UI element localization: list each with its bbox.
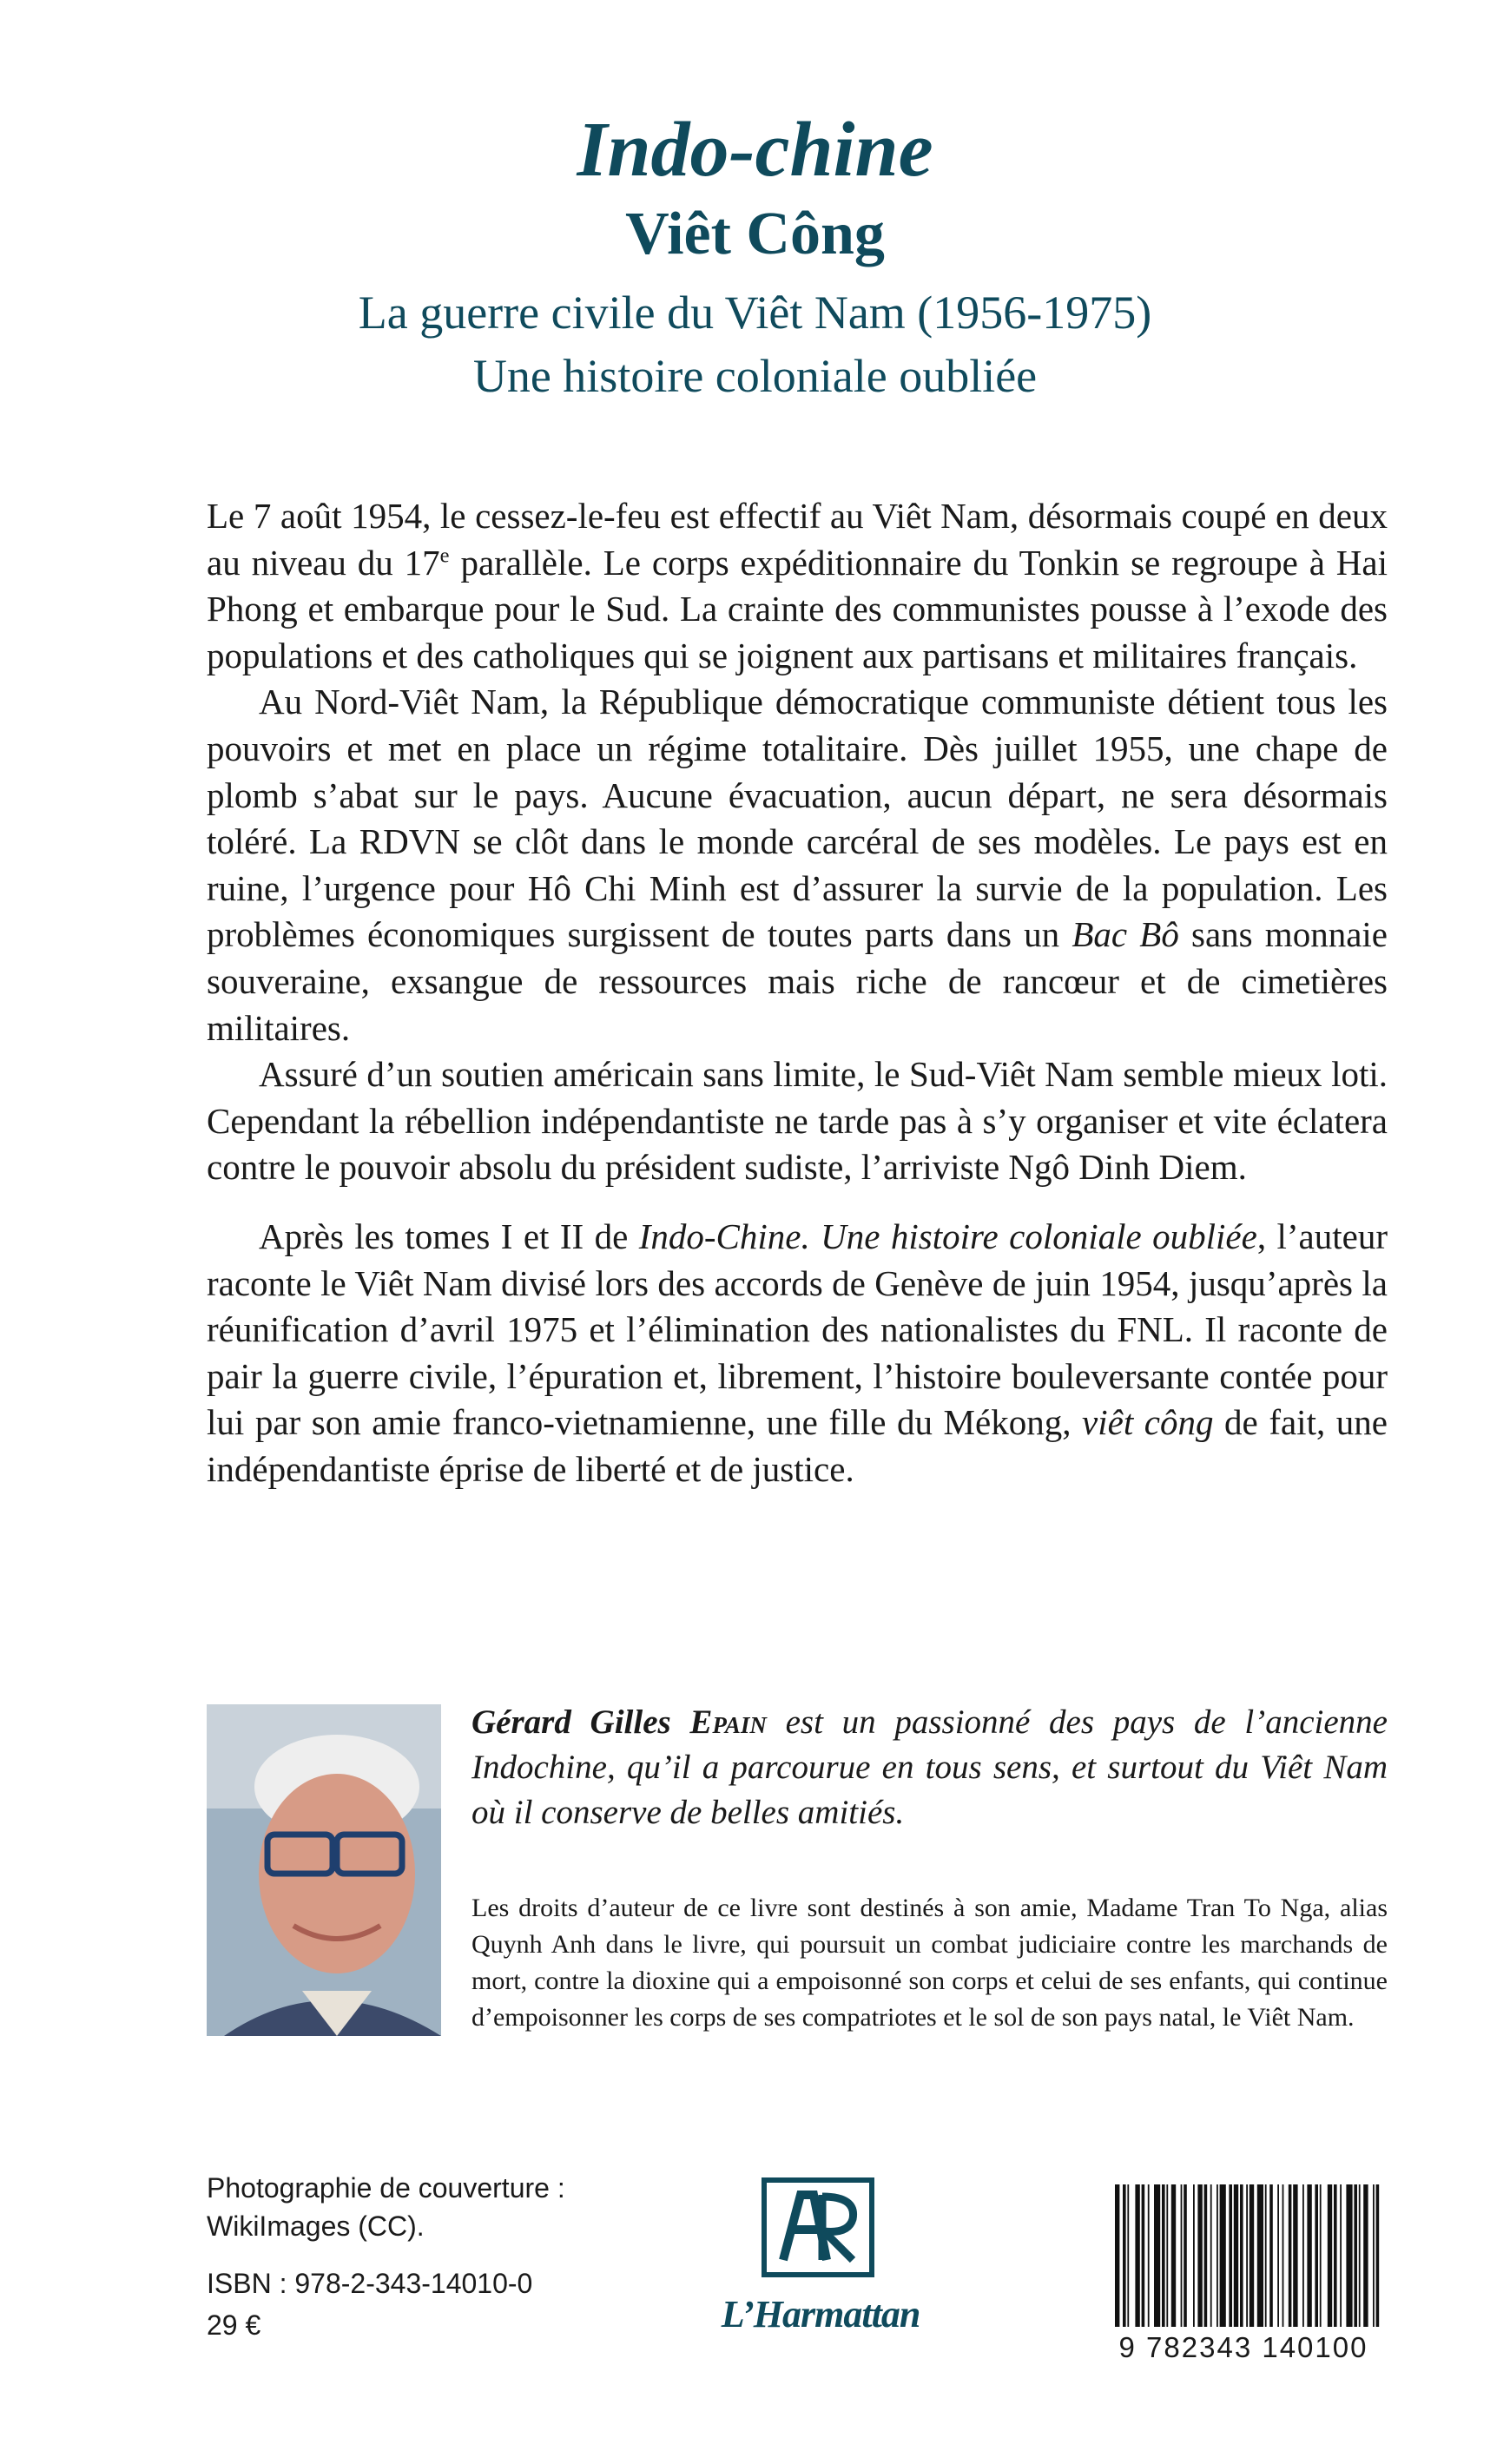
- author-bio: [471, 1700, 1388, 1835]
- superscript: e: [439, 543, 450, 567]
- author-first-names: Gérard Gilles: [471, 1703, 690, 1741]
- price: 29 €: [207, 2309, 261, 2341]
- isbn: ISBN : 978-2-343-14010-0: [207, 2268, 533, 2299]
- publisher-logo-icon: [762, 2177, 874, 2277]
- blurb-emphasis: viêt công: [1082, 1402, 1214, 1443]
- photo-credit-line-1: Photographie de couverture :: [207, 2172, 565, 2204]
- subtitle-line-2: Une histoire coloniale oubliée: [472, 350, 1038, 402]
- author-portrait-illustration: [207, 1704, 441, 2036]
- author-photo: [207, 1704, 441, 2036]
- blurb-paragraph-1: [207, 493, 1388, 679]
- blurb-emphasis: Indo-Chine. Une histoire coloniale oubliée: [638, 1216, 1257, 1256]
- author-bio-text: est un passionné des pays de l’ancienne Indochine, qu’il a parcourue en tous sens, et surtout du Viêt Nam où il conserve de belles amitiés.: [471, 1703, 1388, 1831]
- photo-credit-line-2: WikiImages (CC).: [207, 2210, 425, 2242]
- author-last-name: Epain: [689, 1703, 767, 1741]
- blurb-text: de fait, une indépendantiste éprise de liberté et de justice.: [207, 1402, 1388, 1489]
- blurb-paragraph-2: [207, 679, 1388, 1051]
- book-title: Indo-chine: [577, 107, 933, 193]
- blurb-text: Après les tomes I et II de: [259, 1216, 639, 1256]
- blurb-text: sans monnaie souveraine, exsangue de ressources mais riche de rancœur et de cimetières militaires.: [207, 914, 1388, 1048]
- barcode-number: 9 782343 140100: [1118, 2331, 1368, 2363]
- blurb-emphasis: Bac Bô: [1072, 914, 1179, 955]
- royalties-note: Les droits d’auteur de ce livre sont destinés à son amie, Madame Tran To Nga, alias Quynh Anh dans le livre, qui poursuit un combat judiciaire contre les marchands de mort, contre la dioxine qui a empoisonné son corps et celui de ses enfants, qui continue d’empoisonner les corps de ses compatriotes et le sol de son pays natal, le Viêt Nam.: [471, 1894, 1388, 2032]
- photo-credit: [207, 2169, 728, 2245]
- blurb-paragraph-4: [207, 1214, 1388, 1493]
- subtitle-line-1: La guerre civile du Viêt Nam (1956-1975): [358, 287, 1152, 339]
- book-subtitle: Viêt Công: [625, 201, 885, 267]
- blurb-text: , l’auteur raconte le Viêt Nam divisé lors des accords de Genève de juin 1954, jusqu’après la réunification d’avril 1975 et l’élimination des nationalistes du FNL. Il raconte de pair la guerre civile, l’épuration et, librement, l’histoire bouleversante contée pour lui par son amie franco-vietnamienne, une fille du Mékong,: [207, 1216, 1388, 1443]
- blurb-text: parallèle. Le corps expéditionnaire du Tonkin se regroupe à Hai Phong et embarque pour le Sud. La crainte des communistes pousse à l’exode des populations et des catholiques qui se joignent aux partisans et militaires français.: [207, 542, 1388, 675]
- blurb-text: Au Nord-Viêt Nam, la République démocratique communiste détient tous les pouvoirs et met en place un régime totalitaire. Dès juillet 1955, une chape de plomb s’abat sur le pays. Aucune évacuation, aucun départ, ne sera désormais toléré. La RDVN se clôt dans le monde carcéral de ses modèles. Le pays est en ruine, l’urgence pour Hô Chi Minh est d’assurer la survie de la population. Les problèmes économiques surgissent de toutes parts dans un: [207, 682, 1388, 955]
- back-cover-blurb: [207, 493, 1388, 1492]
- blurb-paragraph-3: Assuré d’un soutien américain sans limite, le Sud-Viêt Nam semble mieux loti. Cependant la rébellion indépendantiste ne tarde pas à s’y organiser et vite éclatera contre le pouvoir absolu du président sudiste, l’arriviste Ngô Dinh Diem.: [207, 1054, 1388, 1188]
- blurb-text: Le 7 août 1954, le cessez-le-feu est effectif au Viêt Nam, désormais coupé en deux au niveau du 17: [207, 496, 1388, 583]
- publisher-name: L’Harmattan: [721, 2293, 920, 2336]
- barcode-icon: [1110, 2181, 1388, 2330]
